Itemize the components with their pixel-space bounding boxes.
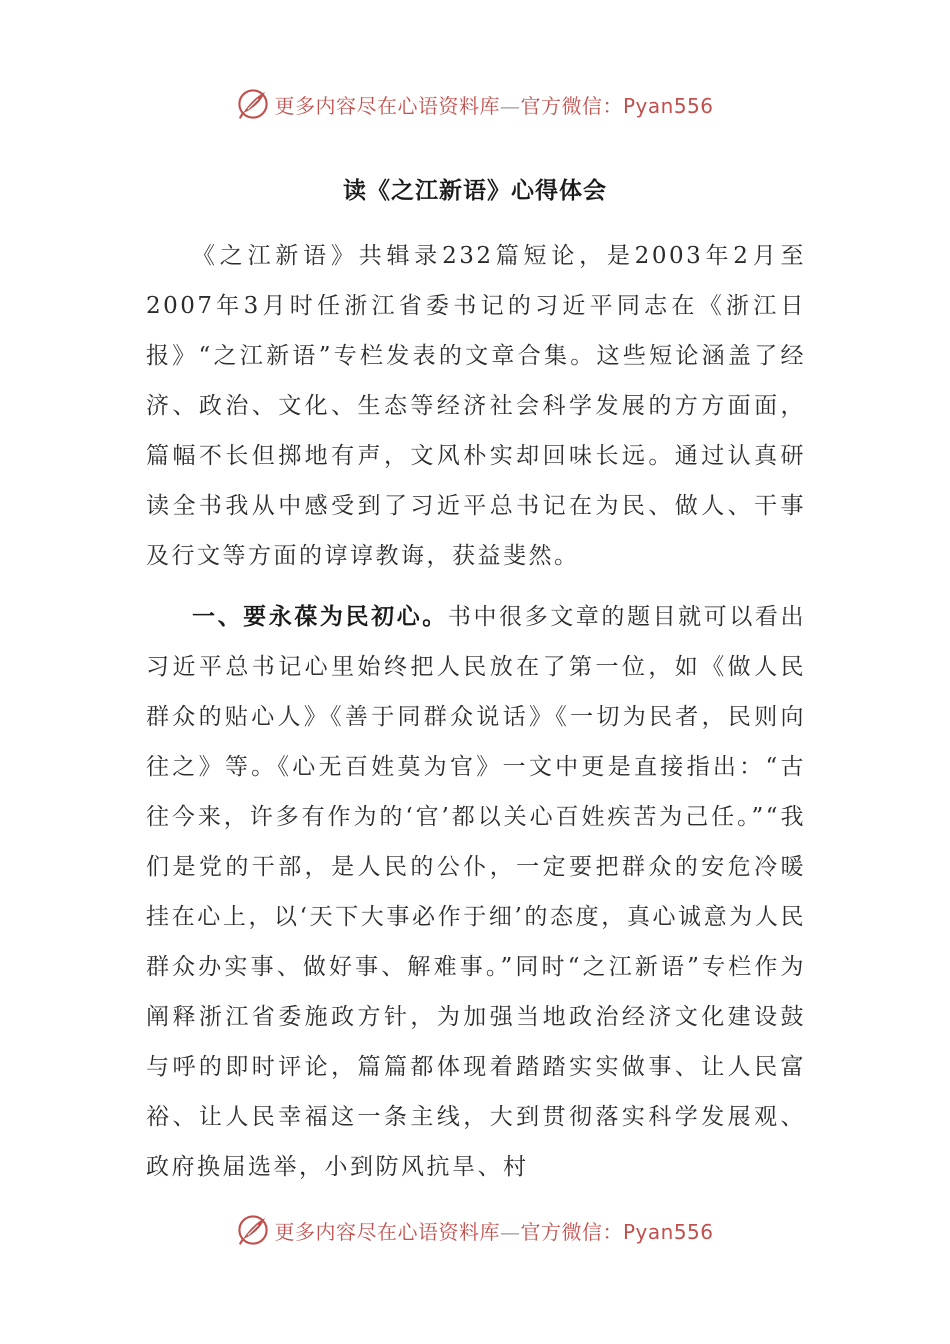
watermark-text: 更多内容尽在心语资料库—官方微信：Pyan556 [274, 93, 714, 118]
document-title: 读《之江新语》心得体会 [343, 178, 607, 204]
feather-pen-logo-icon [236, 87, 270, 121]
watermark-text: 更多内容尽在心语资料库—官方微信：Pyan556 [274, 1219, 714, 1244]
footer-watermark-banner [0, 1210, 950, 1250]
section-body: 书中很多文章的题目就可以看出习近平总书记心里始终把人民放在了第一位，如《做人民群众的贴心人》《善于同群众说话》《一切为民者，民则向往之》等。《心无百姓莫为官》一文中更是直接指出：“古往今来，许多有作为的‘官’都以关心百姓疾苦为己任。”“我们是党的干部，是人民的公仆，一定要把群众的安危冷暖挂在心上，以‘天下大事必作于细’的态度，真心诚意为人民群众办实事、做好事、解难事。”同时“之江新语”专栏作为阐释浙江省委施政方针，为加强当地政治经济文化建设鼓与呼的即时评论，篇篇都体现着踏踏实实做事、让人民富裕、让人民幸福这一条主线，大到贯彻落实科学发展观、政府换届选举，小到防风抗旱、村 [146, 604, 807, 1180]
paragraph-section-one [146, 592, 806, 1192]
header-watermark-banner [0, 84, 950, 124]
paragraph-intro: 《之江新语》共辑录232篇短论，是2003年2月至2007年3月时任浙江省委书记的习近平同志在《浙江日报》“之江新语”专栏发表的文章合集。这些短论涵盖了经济、政治、文化、生态等经济社会科学发展的方方面面，篇幅不长但掷地有声，文风朴实却回味长远。通过认真研读全书我从中感受到了习近平总书记在为民、做人、干事及行文等方面的谆谆教诲，获益斐然。 [146, 243, 806, 569]
feather-pen-logo-icon [236, 1213, 270, 1247]
section-heading: 一、要永葆为民初心。 [192, 604, 448, 630]
